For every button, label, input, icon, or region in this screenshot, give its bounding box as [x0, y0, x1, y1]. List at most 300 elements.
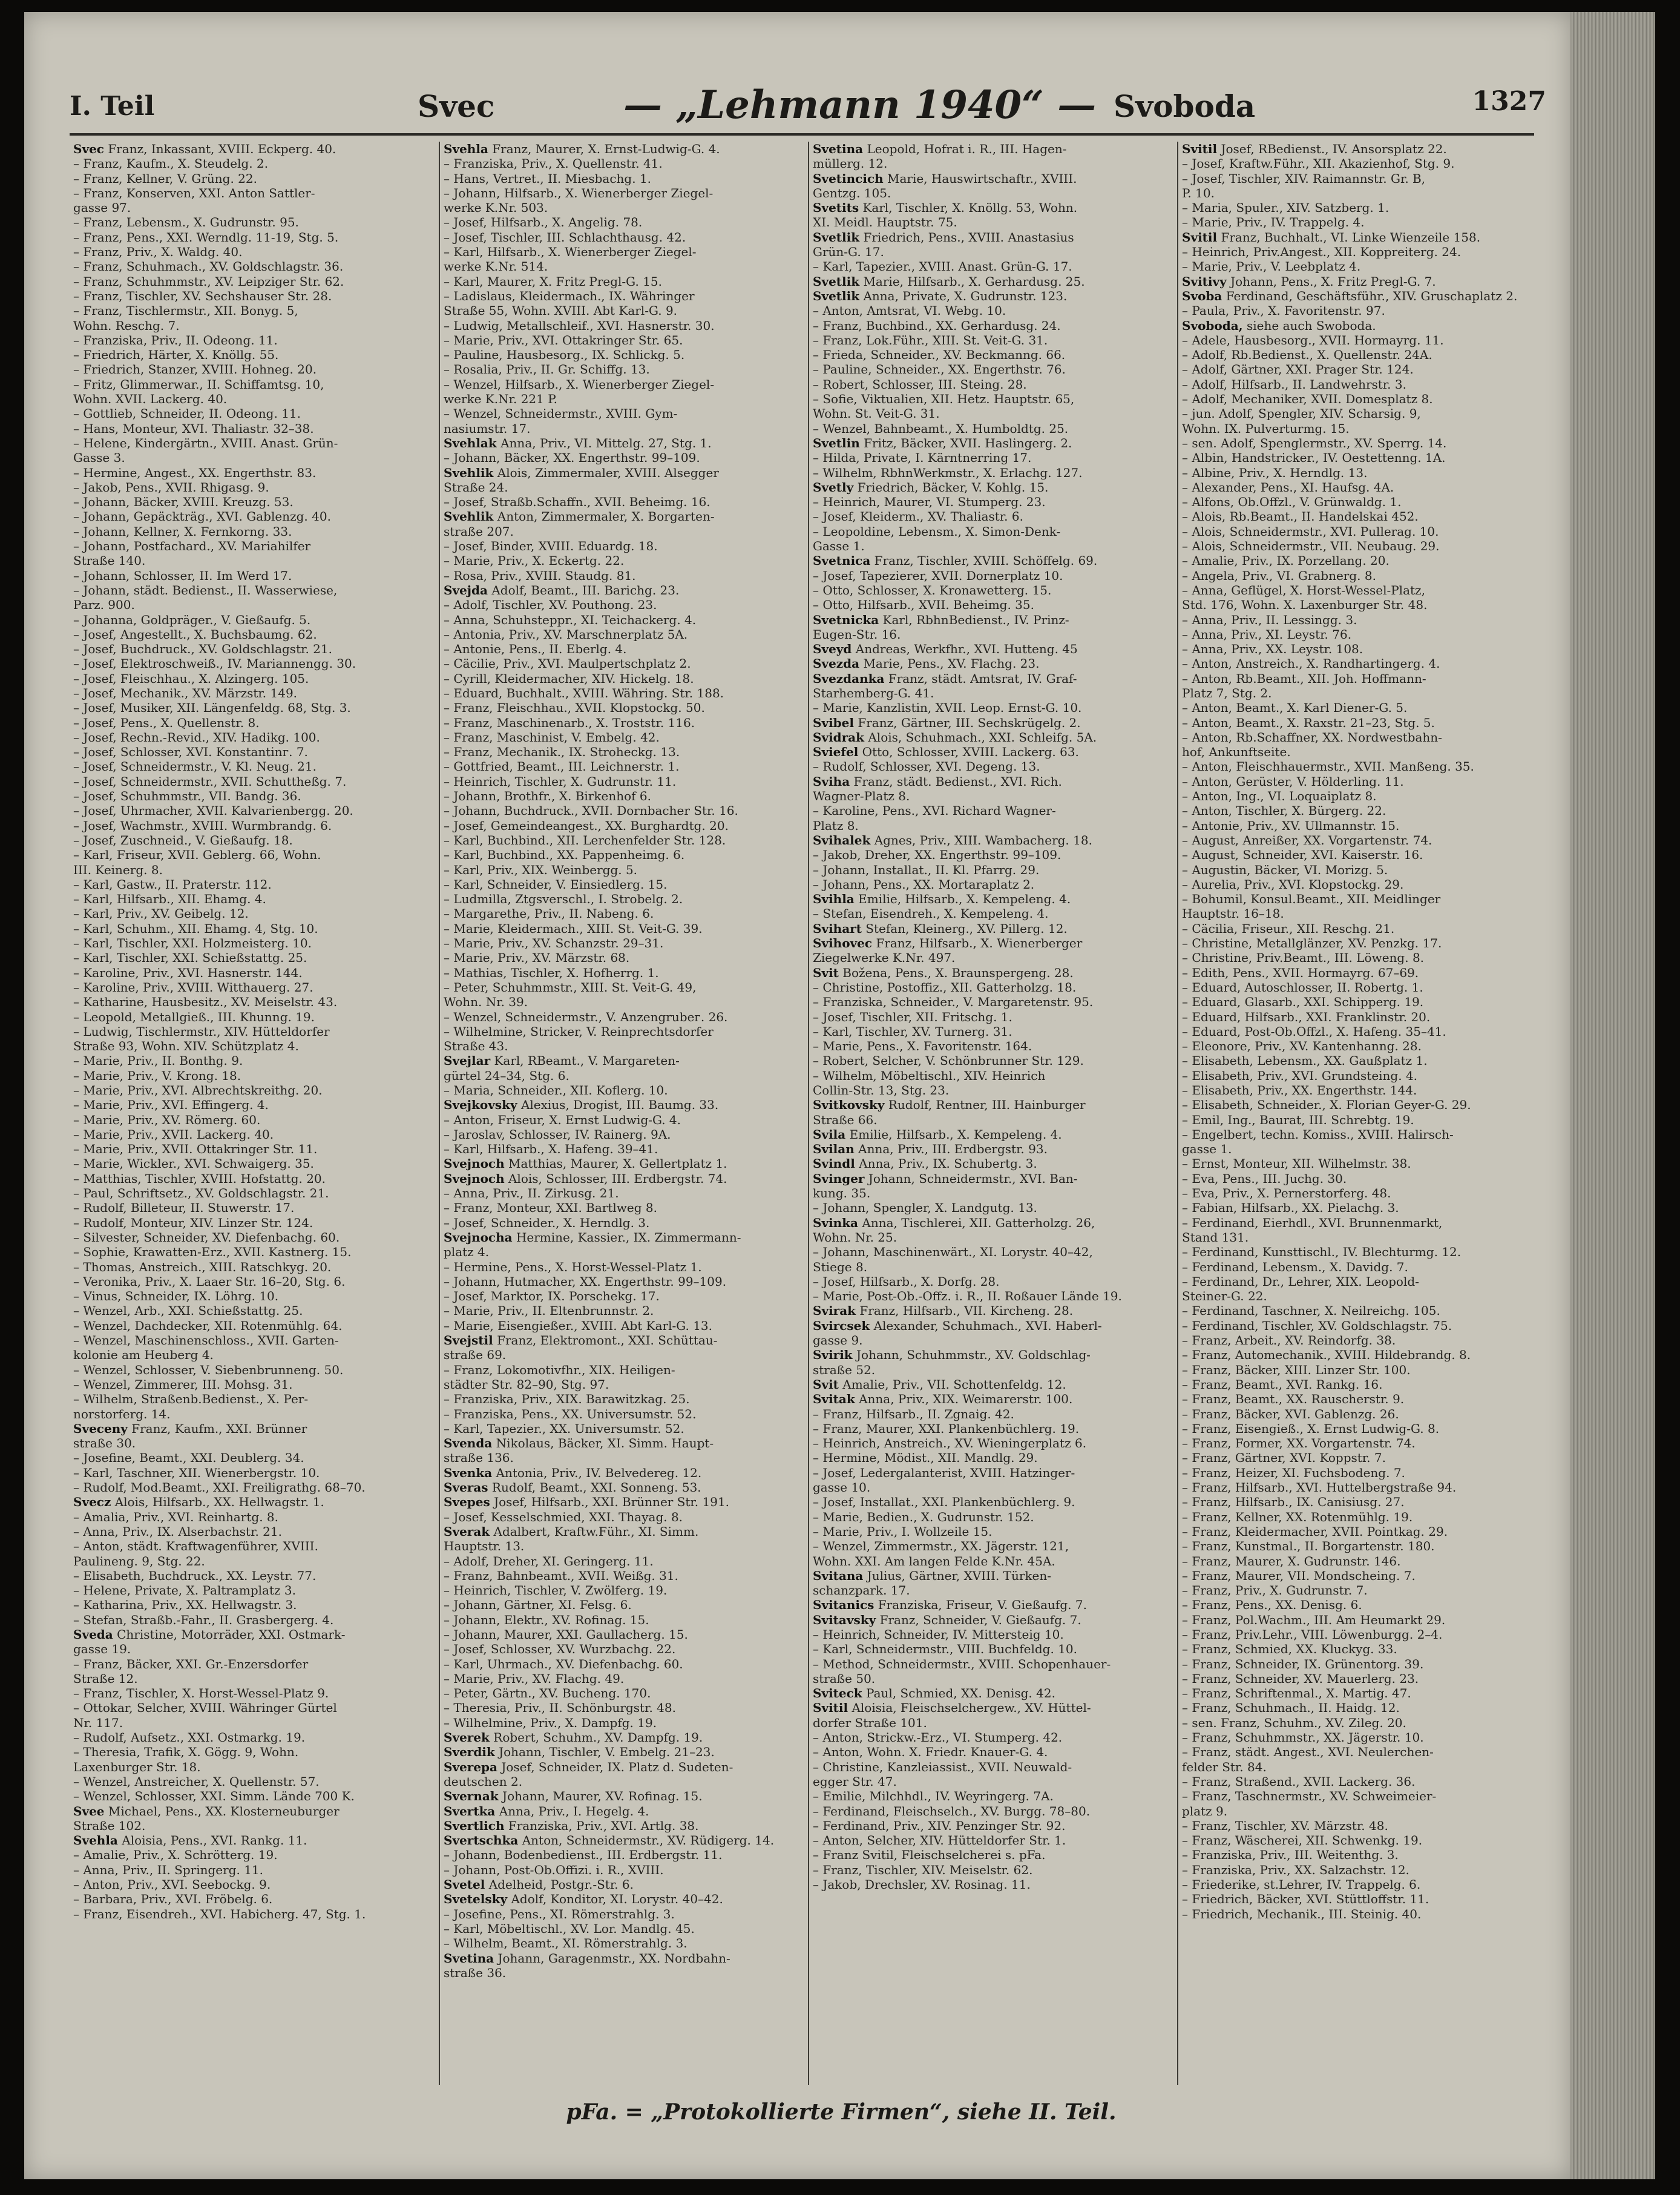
directory-entry — [1182, 245, 1539, 259]
directory-entry — [444, 1113, 801, 1127]
directory-entry — [1182, 318, 1539, 333]
directory-entry — [1182, 686, 1539, 700]
directory-entry — [73, 950, 430, 965]
entry-details: – Eva, Priv., X. Pernerstorferg. 48. — [1182, 1186, 1391, 1201]
entry-details: Josef, Hilfsarb., XXI. Brünner Str. 191. — [494, 1495, 730, 1510]
entry-details: – Peter, Schuhmmstr., XIII. St. Veit-G. 49, — [444, 979, 697, 995]
directory-entry — [1182, 1333, 1539, 1348]
directory-entry — [1182, 1789, 1539, 1803]
directory-entry — [813, 377, 1170, 392]
entry-details: Anna, Tischlerei, XII. Gatterholzg. 26, — [862, 1215, 1095, 1230]
entry-details: Aloisia, Fleischselchergew., XV. Hüttel- — [851, 1700, 1091, 1716]
entry-details: – Elisabeth, Priv., XVI. Grundsteing. 4. — [1182, 1068, 1418, 1083]
entry-details: – Anton, Ing., VI. Loquaiplatz 8. — [1182, 789, 1377, 804]
directory-entry — [1182, 1539, 1539, 1553]
entry-surname: Sverak — [444, 1524, 490, 1539]
entry-details: norstorferg. 14. — [73, 1406, 171, 1421]
entry-details: – Josef, Binder, XVIII. Eduardg. 18. — [444, 539, 658, 554]
directory-entry — [444, 1407, 801, 1421]
entry-details: Stand 131. — [1182, 1229, 1249, 1245]
directory-entry — [444, 936, 801, 950]
entry-details: – Ludmilla, Ztgsverschl., I. Strobelg. 2. — [444, 892, 683, 907]
entry-details: – Franz, Arbeit., XV. Reindorfg. 38. — [1182, 1333, 1396, 1348]
directory-entry — [444, 333, 801, 347]
entry-details: – Elisabeth, Priv., XX. Engerthstr. 144. — [1182, 1083, 1417, 1098]
entry-details: – Heinrich, Schneider, IV. Mittersteig 10. — [813, 1627, 1064, 1642]
entry-surname: Svetincich — [813, 171, 884, 186]
entry-details: – Franz, Priv., X. Waldg. 40. — [73, 245, 243, 260]
directory-entry — [444, 1554, 801, 1568]
entry-details: – Cyrill, Kleidermacher, XIV. Hickelg. 18. — [444, 671, 694, 686]
entry-details: – Franziska, Priv., II. Odeong. 11. — [73, 332, 278, 347]
directory-entry — [73, 1436, 430, 1450]
entry-details: Starhemberg-G. 41. — [813, 685, 934, 700]
entry-details: Wohn. IX. Pulverturmg. 15. — [1182, 421, 1350, 436]
entry-details: – Johann, städt. Bedienst., II. Wasserwiese, — [73, 582, 338, 597]
entry-details: – Karl, Taschner, XII. Wienerbergstr. 10. — [73, 1465, 320, 1480]
directory-entry — [813, 1568, 1170, 1583]
directory-entry — [813, 671, 1170, 686]
entry-details: – Bohumil, Konsul.Beamt., XII. Meidlinger — [1182, 892, 1441, 907]
entry-surname: Svihla — [813, 892, 855, 907]
directory-entry — [444, 1127, 801, 1142]
directory-entry — [1182, 1760, 1539, 1774]
directory-entry — [1182, 230, 1539, 245]
directory-entry — [444, 1480, 801, 1495]
directory-entry — [444, 1833, 801, 1848]
entry-surname: Svejnocha — [444, 1229, 513, 1245]
entry-details: – sen. Franz, Schuhm., XV. Zileg. 20. — [1182, 1715, 1406, 1730]
directory-entry — [444, 1804, 801, 1818]
entry-surname: Svetlik — [813, 274, 860, 289]
entry-surname: Svetel — [444, 1877, 485, 1892]
directory-entry — [1182, 1671, 1539, 1686]
entry-details: Straße 66. — [813, 1112, 878, 1127]
entry-details: – Jakob, Drechsler, XV. Rosinag. 11. — [813, 1877, 1031, 1892]
directory-entry — [73, 847, 430, 862]
entry-details: – Marie, Priv., II. Bonthg. 9. — [73, 1053, 243, 1068]
column-4 — [1177, 142, 1539, 2085]
entry-surname: Svitil — [813, 1700, 848, 1716]
entry-details: Wohn. Nr. 39. — [444, 995, 528, 1010]
directory-entry — [444, 509, 801, 524]
directory-entry — [444, 274, 801, 289]
directory-entry — [1182, 877, 1539, 892]
entry-details: P. 10. — [1182, 185, 1215, 200]
entry-details: gürtel 24–34, Stg. 6. — [444, 1068, 569, 1083]
entry-details: – Johann, Gärtner, XI. Felsg. 6. — [444, 1598, 632, 1613]
directory-entry — [444, 480, 801, 495]
entry-details: – Karl, Buchbind., XX. Pappenheimg. 6. — [444, 847, 685, 863]
entry-details: – Augustin, Bäcker, VI. Morizg. 5. — [1182, 862, 1388, 877]
directory-entry — [813, 1216, 1170, 1230]
entry-details: – Sophie, Krawatten-Erz., XVII. Kastnerg. 15. — [73, 1245, 352, 1260]
directory-entry — [1182, 1613, 1539, 1627]
directory-entry — [1182, 1745, 1539, 1759]
entry-details: – Ferdinand, Eierhdl., XVI. Brunnenmarkt, — [1182, 1215, 1443, 1230]
directory-entry — [1182, 1686, 1539, 1700]
entry-details: – Franz, Kleidermacher, XVII. Pointkag. 29. — [1182, 1524, 1448, 1539]
directory-entry — [444, 259, 801, 274]
directory-title: — „Lehmann 1940“ — — [623, 82, 1097, 128]
entry-details: Wohn. XVII. Lackerg. 40. — [73, 392, 228, 407]
directory-entry — [444, 171, 801, 186]
entry-details: Wagner-Platz 8. — [813, 789, 910, 804]
directory-entry — [444, 906, 801, 921]
directory-entry — [813, 333, 1170, 347]
directory-entry — [444, 642, 801, 656]
entry-details: – Karl, Hilfsarb., XII. Ehamg. 4. — [73, 892, 266, 907]
directory-entry — [444, 1377, 801, 1392]
directory-entry — [444, 833, 801, 847]
directory-entry — [73, 1760, 430, 1774]
entry-details: – Wenzel, Bahnbeamt., X. Humboldtg. 25. — [813, 421, 1069, 436]
entry-details: – Johann, Schlosser, II. Im Werd 17. — [73, 568, 292, 583]
directory-entry — [813, 700, 1170, 715]
entry-details: – Franz, Kunstmal., II. Borgartenstr. 180. — [1182, 1539, 1435, 1554]
entry-details: – Marie, Priv., XVI. Effingerg. 4. — [73, 1098, 269, 1113]
entry-details: – Karl, Möbeltischl., XV. Lor. Mandlg. 45. — [444, 1921, 695, 1936]
directory-entry — [73, 1892, 430, 1906]
directory-entry — [1182, 1303, 1539, 1318]
directory-entry — [813, 1010, 1170, 1024]
entry-details: – Wenzel, Arb., XXI. Schießstattg. 25. — [73, 1303, 303, 1318]
directory-entry — [444, 1539, 801, 1553]
directory-entry — [444, 1260, 801, 1274]
entry-details: Franz, Maurer, X. Ernst-Ludwig-G. 4. — [492, 142, 720, 156]
directory-entry — [444, 156, 801, 171]
entry-details: Franz, Tischler, XVIII. Schöffelg. 69. — [874, 553, 1098, 568]
entry-details: – Rosa, Priv., XVIII. Staudg. 81. — [444, 568, 636, 583]
directory-entry — [73, 1627, 430, 1642]
directory-entry — [73, 1671, 430, 1686]
directory-entry — [1182, 1421, 1539, 1436]
entry-details: – Anna, Priv., XI. Leystr. 76. — [1182, 627, 1352, 642]
entry-details: – Franz, Lokomotivfhr., XIX. Heiligen- — [444, 1362, 675, 1377]
entry-details: – Friedrich, Stanzer, XVIII. Hohneg. 20. — [73, 362, 317, 377]
entry-details: Eugen-Str. 16. — [813, 627, 901, 642]
directory-entry — [444, 803, 801, 818]
directory-entry — [73, 774, 430, 789]
entry-surname: Sveyd — [813, 642, 852, 657]
directory-entry — [444, 1671, 801, 1686]
entry-details: – Anton, Priv., XVI. Seebockg. 9. — [73, 1877, 271, 1892]
entry-details: – Heinrich, Priv.Angest., XII. Koppreiterg. 24. — [1182, 245, 1462, 260]
entry-details: – Otto, Hilfsarb., XVII. Beheimg. 35. — [813, 597, 1034, 613]
directory-entry — [1182, 1098, 1539, 1112]
directory-entry — [1182, 1127, 1539, 1142]
directory-entry — [1182, 759, 1539, 774]
directory-entry — [1182, 627, 1539, 642]
entry-details: Laxenburger Str. 18. — [73, 1759, 201, 1774]
entry-details: – Franz, Schneider, XV. Mauerlerg. 23. — [1182, 1671, 1419, 1686]
directory-entry — [1182, 450, 1539, 465]
directory-entry — [73, 863, 430, 877]
directory-entry — [1182, 156, 1539, 171]
entry-surname: Svepes — [444, 1495, 490, 1510]
entry-details: – Franz, Buchbind., XX. Gerhardusg. 24. — [813, 318, 1061, 333]
entry-details: – Rosalia, Priv., II. Gr. Schiffg. 13. — [444, 362, 650, 377]
directory-entry — [813, 1333, 1170, 1348]
directory-entry — [1182, 613, 1539, 627]
entry-details: straße 136. — [444, 1450, 514, 1466]
entry-details: Alexius, Drogist, III. Baumg. 33. — [520, 1098, 719, 1113]
directory-entry — [444, 1907, 801, 1921]
entry-surname: Sveceny — [73, 1421, 128, 1436]
directory-entry — [1182, 1657, 1539, 1671]
entry-surname: Svehlik — [444, 465, 494, 480]
directory-entry — [444, 1657, 801, 1671]
directory-entry — [1182, 1010, 1539, 1024]
directory-entry — [444, 539, 801, 553]
directory-entry — [813, 1789, 1170, 1803]
entry-details: – Ludwig, Metallschleif., XVI. Hasnerstr. 30. — [444, 318, 715, 333]
entry-details: – Emil, Ing., Baurat, III. Schrebtg. 19. — [1182, 1112, 1414, 1127]
entry-details: – Anton, Beamt., X. Karl Diener-G. 5. — [1182, 700, 1408, 716]
entry-details: – Ladislaus, Kleidermach., IX. Währinger — [444, 288, 695, 303]
directory-entry — [444, 730, 801, 745]
entry-details: – Friedrich, Mechanik., III. Steinig. 40. — [1182, 1906, 1422, 1921]
entry-surname: Svetlik — [813, 288, 860, 303]
entry-surname: Sveras — [444, 1480, 488, 1495]
entry-details: Paulineng. 9, Stg. 22. — [73, 1553, 205, 1568]
entry-details: – August, Anreißer, XX. Vorgartenstr. 74. — [1182, 832, 1432, 847]
entry-surname: Svejstil — [444, 1333, 493, 1348]
directory-entry — [73, 1392, 430, 1406]
entry-details: Matthias, Maurer, X. Gellertplatz 1. — [508, 1156, 727, 1171]
directory-entry — [73, 450, 430, 465]
directory-entry — [813, 1289, 1170, 1303]
entry-surname: Svinka — [813, 1215, 859, 1230]
directory-entry — [1182, 1113, 1539, 1127]
entry-details: – Karoline, Priv., XVI. Hasnerstr. 144. — [73, 965, 303, 980]
directory-entry — [1182, 1583, 1539, 1598]
directory-entry — [1182, 847, 1539, 862]
entry-details: Parz. 900. — [73, 597, 135, 613]
entry-details: – Wenzel, Maschinenschloss., XVII. Garten- — [73, 1333, 339, 1348]
entry-surname: Svitanics — [813, 1598, 874, 1613]
directory-entry — [73, 333, 430, 347]
directory-entry — [813, 480, 1170, 495]
directory-entry — [444, 436, 801, 450]
directory-entry — [813, 1260, 1170, 1274]
entry-surname: Svihalek — [813, 832, 871, 847]
directory-entry — [444, 1716, 801, 1730]
directory-entry — [1182, 362, 1539, 377]
directory-entry — [444, 759, 801, 774]
directory-entry — [73, 1539, 430, 1553]
directory-entry — [1182, 142, 1539, 156]
entry-details: – Franz, Gärtner, XVI. Koppstr. 7. — [1182, 1450, 1386, 1466]
entry-details: – Josef, Mechanik., XV. Märzstr. 149. — [73, 685, 298, 700]
entry-details: – Franz, Schmied, XX. Kluckyg. 33. — [1182, 1642, 1397, 1657]
directory-entry — [73, 1274, 430, 1289]
column-1 — [70, 142, 430, 2085]
entry-surname: Svit — [813, 965, 839, 980]
directory-entry — [1182, 700, 1539, 715]
directory-entry — [1182, 568, 1539, 583]
entry-details: Anna, Priv., VI. Mittelg. 27, Stg. 1. — [500, 435, 712, 450]
entry-details: Hauptstr. 16–18. — [1182, 906, 1284, 921]
entry-details: – Johann, Hutmacher, XX. Engerthstr. 99–109. — [444, 1274, 727, 1289]
directory-entry — [73, 142, 430, 156]
directory-entry — [813, 289, 1170, 303]
directory-entry — [444, 1730, 801, 1745]
directory-entry — [444, 215, 801, 229]
entry-details: – Franz, Bäcker, XVI. Gablenzg. 26. — [1182, 1406, 1399, 1421]
directory-entry — [73, 466, 430, 480]
directory-entry — [813, 1156, 1170, 1171]
entry-surname: Svitak — [813, 1392, 855, 1407]
entry-surname: Svertlich — [444, 1818, 505, 1833]
entry-details: – Franz, Mechanik., IX. Stroheckg. 13. — [444, 745, 680, 760]
directory-entry — [813, 1760, 1170, 1774]
entry-details: – Mathias, Tischler, X. Hofherrg. 1. — [444, 965, 659, 980]
entry-details: – Anton, Amtsrat, VI. Webg. 10. — [813, 303, 1006, 318]
directory-entry — [444, 1245, 801, 1259]
entry-details: – Marie, Priv., XVI. Ottakringer Str. 65. — [444, 332, 683, 347]
entry-details: Karl, Tischler, X. Knöllg. 53, Wohn. — [862, 200, 1078, 216]
entry-details: – Marie, Post-Ob.-Offz. i. R., II. Roßauer Lände 19. — [813, 1289, 1122, 1304]
directory-entry — [813, 789, 1170, 803]
directory-entry — [444, 995, 801, 1009]
directory-entry — [444, 347, 801, 362]
directory-entry — [73, 1230, 430, 1245]
entry-surname: Svetelsky — [444, 1892, 508, 1907]
entry-surname: Svihart — [813, 921, 862, 936]
entry-details: Marie, Pens., XV. Flachg. 23. — [863, 656, 1040, 671]
entry-details: – Albin, Handstricker., IV. Oestettenng. 1A. — [1182, 450, 1446, 466]
entry-details: dorfer Straße 101. — [813, 1715, 927, 1730]
entry-details: – Josef, Tischler, XII. Fritschg. 1. — [813, 1009, 1012, 1024]
entry-details: – Josef, Schneidermstr., XVII. Schuttheßg. 7. — [73, 774, 347, 789]
directory-entry — [813, 950, 1170, 965]
directory-entry — [73, 1053, 430, 1068]
directory-entry — [73, 553, 430, 568]
directory-entry — [1182, 274, 1539, 289]
entry-details: – Johann, Hilfsarb., X. Wienerberger Ziegel- — [444, 185, 714, 200]
directory-entry — [1182, 303, 1539, 318]
directory-entry — [73, 421, 430, 436]
directory-entry — [813, 1657, 1170, 1671]
entry-surname: Svehla — [73, 1833, 118, 1848]
directory-entry — [73, 1833, 430, 1848]
directory-entry — [73, 627, 430, 642]
directory-entry — [73, 1421, 430, 1436]
entry-details: Anton, Schneidermstr., XV. Rüdigerg. 14. — [522, 1833, 775, 1848]
entry-details: Wohn. XXI. Am langen Felde K.Nr. 45A. — [813, 1553, 1055, 1568]
entry-details: – Marie, Priv., V. Krong. 18. — [73, 1068, 241, 1083]
entry-details: Hermine, Kassier., IX. Zimmermann- — [516, 1229, 741, 1245]
directory-entry — [1182, 186, 1539, 200]
directory-entry — [444, 686, 801, 700]
entry-details: Michael, Pens., XX. Klosterneuburger — [108, 1803, 340, 1818]
entry-details: – Franz, Kaufm., X. Steudelg. 2. — [73, 156, 269, 171]
entry-details: – Josef, Schneidermstr., V. Kl. Neug. 21. — [73, 759, 317, 774]
entry-details: – Franz, Tischler, XV. Märzstr. 48. — [1182, 1818, 1388, 1833]
entry-details: – Eduard, Glasarb., XXI. Schipperg. 19. — [1182, 995, 1424, 1010]
directory-entry — [73, 1200, 430, 1215]
directory-entry — [813, 553, 1170, 568]
directory-entry — [444, 877, 801, 892]
directory-entry — [813, 613, 1170, 627]
directory-entry — [813, 818, 1170, 833]
entry-surname: Svetnica — [813, 553, 871, 568]
directory-entry — [73, 1745, 430, 1759]
entry-surname: Svinger — [813, 1171, 865, 1186]
entry-details: Agnes, Priv., XIII. Wambacherg. 18. — [874, 832, 1092, 847]
directory-entry — [73, 1863, 430, 1877]
entry-details: Adalbert, Kraftw.Führ., XI. Simm. — [493, 1524, 699, 1539]
directory-entry — [73, 759, 430, 774]
entry-details: städter Str. 82–90, Stg. 97. — [444, 1377, 609, 1392]
entry-details: Wohn. Reschg. 7. — [73, 318, 180, 333]
directory-entry — [73, 906, 430, 921]
entry-details: – Method, Schneidermstr., XVIII. Schopenhauer- — [813, 1656, 1111, 1671]
entry-details: – Theresia, Priv., II. Schönburgstr. 48. — [444, 1700, 676, 1716]
directory-entry — [444, 1200, 801, 1215]
directory-entry — [813, 392, 1170, 406]
entry-details: – Franz, Maschinist, V. Embelg. 42. — [444, 729, 660, 745]
entry-details: – Karl, Schuhm., XII. Ehamg. 4, Stg. 10. — [73, 921, 318, 936]
entry-details: – Adolf, Rb.Bedienst., X. Quellenstr. 24A. — [1182, 347, 1432, 363]
entry-surname: Sverdik — [444, 1745, 495, 1760]
directory-entry — [813, 597, 1170, 612]
directory-entry — [813, 745, 1170, 759]
entry-details: – Katharina, Priv., XX. Hellwagstr. 3. — [73, 1598, 297, 1613]
entry-details: Ziegelwerke K.Nr. 497. — [813, 950, 956, 966]
entry-details: – Wenzel, Schlosser, V. Siebenbrunneng. 50. — [73, 1362, 344, 1377]
entry-details: – Theresia, Trafik, X. Gögg. 9, Wohn. — [73, 1745, 299, 1760]
entry-details: Anna, Priv., I. Hegelg. 4. — [499, 1803, 649, 1818]
directory-entry — [73, 1495, 430, 1509]
entry-details: Adolf, Beamt., III. Barichg. 23. — [491, 582, 680, 597]
directory-entry — [1182, 1230, 1539, 1245]
directory-entry — [813, 1113, 1170, 1127]
entry-details: Gentzg. 105. — [813, 185, 891, 200]
directory-entry — [1182, 539, 1539, 553]
entry-details: – Marie, Priv., XVII. Lackerg. 40. — [73, 1127, 274, 1142]
directory-entry — [813, 1730, 1170, 1745]
directory-entry — [813, 318, 1170, 333]
entry-details: Fritz, Bäcker, XVII. Haslingerg. 2. — [864, 435, 1072, 450]
entry-details: Franz, Schneider, V. Gießaufg. 7. — [879, 1612, 1081, 1627]
entry-details: – Josef, Tapezierer, XVII. Dornerplatz 10. — [813, 568, 1063, 583]
directory-entry — [444, 1142, 801, 1156]
entry-details: Paul, Schmied, XX. Denisg. 42. — [866, 1686, 1055, 1701]
entry-details: – Wilhelm, Straßenb.Bedienst., X. Per- — [73, 1392, 309, 1407]
directory-entry — [1182, 1627, 1539, 1642]
entry-details: Straße 93, Wohn. XIV. Schützplatz 4. — [73, 1039, 299, 1054]
entry-details: – Anna, Priv., II. Springerg. 11. — [73, 1862, 263, 1877]
entry-details: – Franz, Kellner, XX. Rotenmühlg. 19. — [1182, 1509, 1413, 1524]
directory-entry — [1182, 524, 1539, 539]
entry-details: – Jaroslav, Schlosser, IV. Rainerg. 9A. — [444, 1127, 671, 1142]
directory-entry — [73, 1024, 430, 1039]
directory-entry — [444, 966, 801, 980]
entry-details: – Maria, Schneider., XII. Koflerg. 10. — [444, 1083, 668, 1098]
entry-details: Johann, Garagenmstr., XX. Nordbahn- — [497, 1950, 730, 1966]
directory-entry — [1182, 863, 1539, 877]
entry-details: – Franz, Tischlermstr., XII. Bonyg. 5, — [73, 303, 298, 318]
entry-surname: Svitil — [1182, 229, 1218, 245]
directory-entry — [444, 1421, 801, 1436]
directory-entry — [444, 1524, 801, 1539]
directory-page — [24, 12, 1570, 2179]
directory-entry — [813, 568, 1170, 583]
directory-entry — [73, 1303, 430, 1318]
directory-entry — [73, 671, 430, 686]
